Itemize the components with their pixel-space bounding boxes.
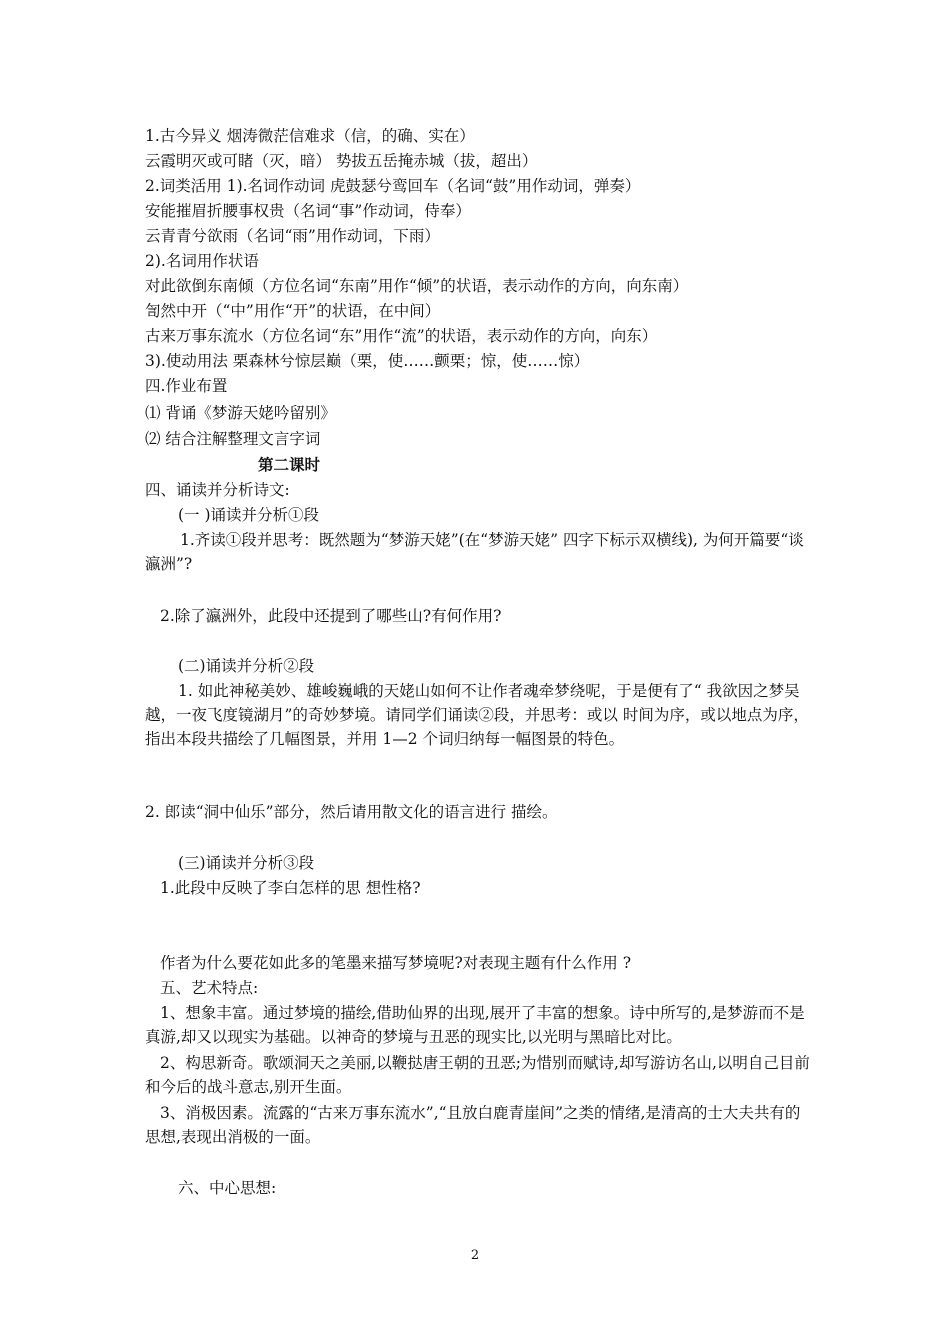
subsection-heading: (二)诵读并分析②段 <box>178 657 315 675</box>
text-line: 安能摧眉折腰事权贵（名词“事”作动词，侍奉） <box>145 202 471 220</box>
section-heading: 四.作业布置 <box>145 377 228 395</box>
paragraph: 2、构思新奇。歌颂洞天之美丽,以鞭挞唐王朝的丑恶;为惜别而赋诗,却写游访名山,以明自己目前和今后的战斗意志,别开生面。 <box>145 1054 810 1096</box>
section-heading: 六、中心思想: <box>178 1179 277 1197</box>
list-item: ⑵ 结合注解整理文言字词 <box>145 430 321 448</box>
paragraph: 3、消极因素。流露的“古来万事东流水”,“且放白鹿青崖间”之类的情绪,是清高的士大夫共有的思想,表现出消极的一面。 <box>145 1104 801 1146</box>
question-paragraph: 1.此段中反映了李白怎样的思 想性格? <box>160 879 421 897</box>
text-line: 2.词类活用 1).名词作动词 虎鼓瑟兮鸾回车（名词“鼓”用作动词，弹奏） <box>145 177 641 195</box>
question-paragraph: 作者为什么要花如此多的笔墨来描写梦境呢?对表现主题有什么作用 ? <box>160 954 632 972</box>
text-line: 古来万事东流水（方位名词“东”用作“流”的状语，表示动作的方向，向东） <box>145 327 658 345</box>
lesson-title: 第二课时 <box>258 455 321 474</box>
text-line: 云青青兮欲雨（名词“雨”用作动词，下雨） <box>145 227 440 245</box>
list-item: ⑴ 背诵《梦游天姥吟留别》 <box>145 404 336 422</box>
question-paragraph: 2. 郎读“洞中仙乐”部分，然后请用散文化的语言进行 描绘。 <box>145 803 558 821</box>
question-paragraph: 2.除了瀛洲外，此段中还提到了哪些山?有何作用? <box>160 607 502 625</box>
question-paragraph: 1. 如此神秘美妙、雄峻巍峨的天姥山如何不让作者魂牵梦绕呢，于是便有了“ 我欲因之梦吴越，一夜飞度镜湖月”的奇妙梦境。请同学们诵读②段，并思考：或以 时间为序，或以地点为序，指出本段共描绘了几幅图景，并用 1—2 个词归纳每一幅图景的特色。 <box>145 682 809 748</box>
text-line: 对此欲倒东南倾（方位名词“东南”用作“倾”的状语，表示动作的方向，向东南） <box>145 277 689 295</box>
paragraph: 1、想象丰富。通过梦境的描绘,借助仙界的出现,展开了丰富的想象。诗中所写的,是梦游而不是真游,却又以现实为基础。以神奇的梦境与丑恶的现实比,以光明与黑暗比对比。 <box>145 1004 805 1046</box>
section-heading: 四、诵读并分析诗文: <box>145 481 290 499</box>
text-line: 1.古今异义 烟涛微茫信难求（信，的确、实在） <box>145 127 475 145</box>
section-heading: 五、艺术特点: <box>160 979 259 997</box>
subsection-heading: (三)诵读并分析③段 <box>178 854 315 872</box>
text-line: 云霞明灭或可睹（灭，暗） 势拔五岳掩赤城（拔，超出） <box>145 152 538 170</box>
text-line: 2).名词用作状语 <box>145 252 259 270</box>
question-paragraph: 1.齐读①段并思考：既然题为“梦游天姥”(在“梦游天姥” 四字下标示双横线), 为何开篇要“谈瀛洲”? <box>145 531 804 573</box>
page-number: 2 <box>470 1248 480 1263</box>
subsection-heading: (一 )诵读并分析①段 <box>178 506 320 524</box>
text-line: 訇然中开（“中”用作“开”的状语，在中间） <box>145 302 441 320</box>
text-line: 3).使动用法 栗森林兮惊层巅（栗，使……颤栗；惊，使……惊） <box>145 352 590 370</box>
